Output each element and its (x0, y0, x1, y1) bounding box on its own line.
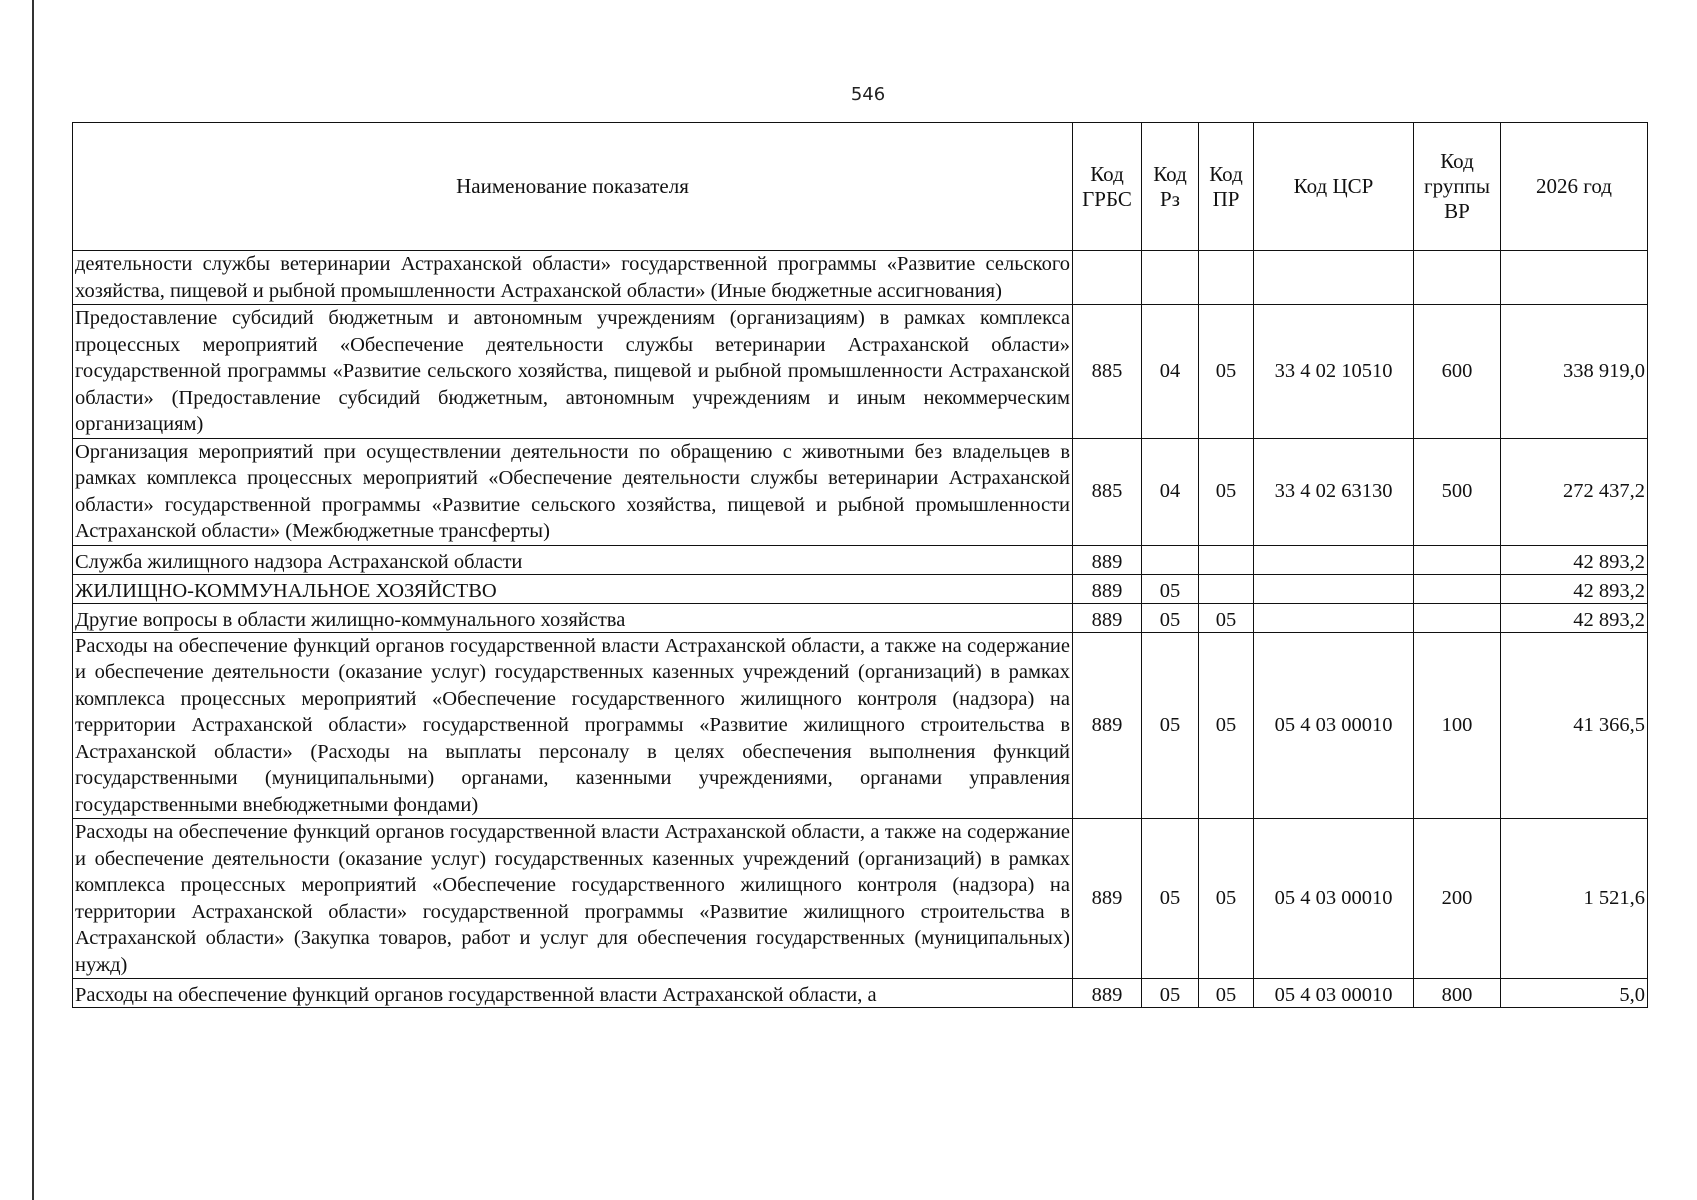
row-grbs: 889 (1073, 545, 1142, 574)
row-rz: 05 (1142, 632, 1199, 819)
row-name: Предоставление субсидий бюджетным и автономным учреждениям (организациям) в рамках комплекса процессных мероприятий «Обеспечение деятельности службы ветеринарии Астраханской области» государственной программы «Развитие сельского хозяйства, пищевой и рыбной промышленности Астраханской области» (Предоставление субсидий бюджетным, автономным учреждениям и иным некоммерческим организациям) (73, 305, 1073, 439)
row-rz: 05 (1142, 819, 1199, 979)
row-vr: 100 (1414, 632, 1501, 819)
table-row (73, 251, 1648, 305)
row-vr (1414, 545, 1501, 574)
row-grbs: 889 (1073, 632, 1142, 819)
row-vr: 500 (1414, 438, 1501, 545)
row-name: Расходы на обеспечение функций органов государственной власти Астраханской области, а (73, 979, 1073, 1008)
header-grbs: Код ГРБС (1073, 123, 1142, 251)
header-rz: Код Рз (1142, 123, 1199, 251)
row-name: деятельности службы ветеринарии Астраханской области» государственной программы «Развитие сельского хозяйства, пищевой и рыбной промышленности Астраханской области» (Иные бюджетные ассигнования) (73, 251, 1073, 305)
row-csr: 05 4 03 00010 (1254, 632, 1414, 819)
row-vr: 600 (1414, 305, 1501, 439)
row-amount: 5,0 (1501, 979, 1648, 1008)
row-amount: 42 893,2 (1501, 603, 1648, 632)
row-rz: 04 (1142, 305, 1199, 439)
header-csr: Код ЦСР (1254, 123, 1414, 251)
row-name: Служба жилищного надзора Астраханской области (73, 545, 1073, 574)
row-amount: 1 521,6 (1501, 819, 1648, 979)
row-csr: 33 4 02 63130 (1254, 438, 1414, 545)
row-name: Расходы на обеспечение функций органов государственной власти Астраханской области, а также на содержание и обеспечение деятельности (оказание услуг) государственных казенных учреждений (организаций) в рамках комплекса процессных мероприятий «Обеспечение государственного жилищного контроля (надзора) на территории Астраханской области» государственной программы «Развитие жилищного строительства в Астраханской области» (Расходы на выплаты персоналу в целях обеспечения выполнения функций государственными (муниципальными) органами, казенными учреждениями, органами управления государственными внебюджетными фондами) (73, 632, 1073, 819)
row-grbs: 889 (1073, 574, 1142, 603)
row-name: Расходы на обеспечение функций органов государственной власти Астраханской области, а также на содержание и обеспечение деятельности (оказание услуг) государственных казенных учреждений (организаций) в рамках комплекса процессных мероприятий «Обеспечение государственного жилищного контроля (надзора) на территории Астраханской области» государственной программы «Развитие жилищного строительства в Астраханской области» (Закупка товаров, работ и услуг для обеспечения государственных (муниципальных) нужд) (73, 819, 1073, 979)
row-csr: 05 4 03 00010 (1254, 979, 1414, 1008)
row-name: ЖИЛИЩНО-КОММУНАЛЬНОЕ ХОЗЯЙСТВО (73, 574, 1073, 603)
row-vr (1414, 603, 1501, 632)
header-vr: Код группы ВР (1414, 123, 1501, 251)
row-grbs: 889 (1073, 819, 1142, 979)
table-row (73, 979, 1648, 1008)
table-row (73, 574, 1648, 603)
row-rz: 05 (1142, 574, 1199, 603)
budget-table (72, 122, 1648, 1008)
row-pr (1199, 545, 1254, 574)
row-vr (1414, 251, 1501, 305)
row-pr (1199, 251, 1254, 305)
row-pr: 05 (1199, 632, 1254, 819)
header-year: 2026 год (1501, 123, 1648, 251)
row-csr (1254, 574, 1414, 603)
row-amount: 42 893,2 (1501, 574, 1648, 603)
table-row (73, 632, 1648, 819)
page-binding-line (32, 0, 34, 1200)
row-amount: 41 366,5 (1501, 632, 1648, 819)
row-vr (1414, 574, 1501, 603)
row-rz: 05 (1142, 979, 1199, 1008)
row-amount: 42 893,2 (1501, 545, 1648, 574)
table-header-row (73, 123, 1648, 251)
row-csr: 05 4 03 00010 (1254, 819, 1414, 979)
row-name: Другие вопросы в области жилищно-коммунального хозяйства (73, 603, 1073, 632)
table-row (73, 438, 1648, 545)
row-csr: 33 4 02 10510 (1254, 305, 1414, 439)
row-grbs: 885 (1073, 305, 1142, 439)
row-grbs: 889 (1073, 603, 1142, 632)
row-grbs: 889 (1073, 979, 1142, 1008)
row-amount: 272 437,2 (1501, 438, 1648, 545)
row-grbs (1073, 251, 1142, 305)
row-rz (1142, 251, 1199, 305)
row-vr: 800 (1414, 979, 1501, 1008)
row-rz: 05 (1142, 603, 1199, 632)
row-pr (1199, 574, 1254, 603)
row-rz (1142, 545, 1199, 574)
row-pr: 05 (1199, 979, 1254, 1008)
table-row (73, 819, 1648, 979)
row-vr: 200 (1414, 819, 1501, 979)
row-amount: 338 919,0 (1501, 305, 1648, 439)
row-rz: 04 (1142, 438, 1199, 545)
table-row (73, 603, 1648, 632)
header-pr: Код ПР (1199, 123, 1254, 251)
row-pr: 05 (1199, 438, 1254, 545)
row-csr (1254, 251, 1414, 305)
row-name: Организация мероприятий при осуществлении деятельности по обращению с животными без владельцев в рамках комплекса процессных мероприятий «Обеспечение деятельности службы ветеринарии Астраханской области» государственной программы «Развитие сельского хозяйства, пищевой и рыбной промышленности Астраханской области» (Межбюджетные трансферты) (73, 438, 1073, 545)
table-row (73, 545, 1648, 574)
page-number: 546 (850, 84, 886, 105)
row-csr (1254, 545, 1414, 574)
row-grbs: 885 (1073, 438, 1142, 545)
row-csr (1254, 603, 1414, 632)
row-pr: 05 (1199, 305, 1254, 439)
row-pr: 05 (1199, 819, 1254, 979)
row-amount (1501, 251, 1648, 305)
table-row (73, 305, 1648, 439)
header-name: Наименование показателя (73, 123, 1073, 251)
row-pr: 05 (1199, 603, 1254, 632)
